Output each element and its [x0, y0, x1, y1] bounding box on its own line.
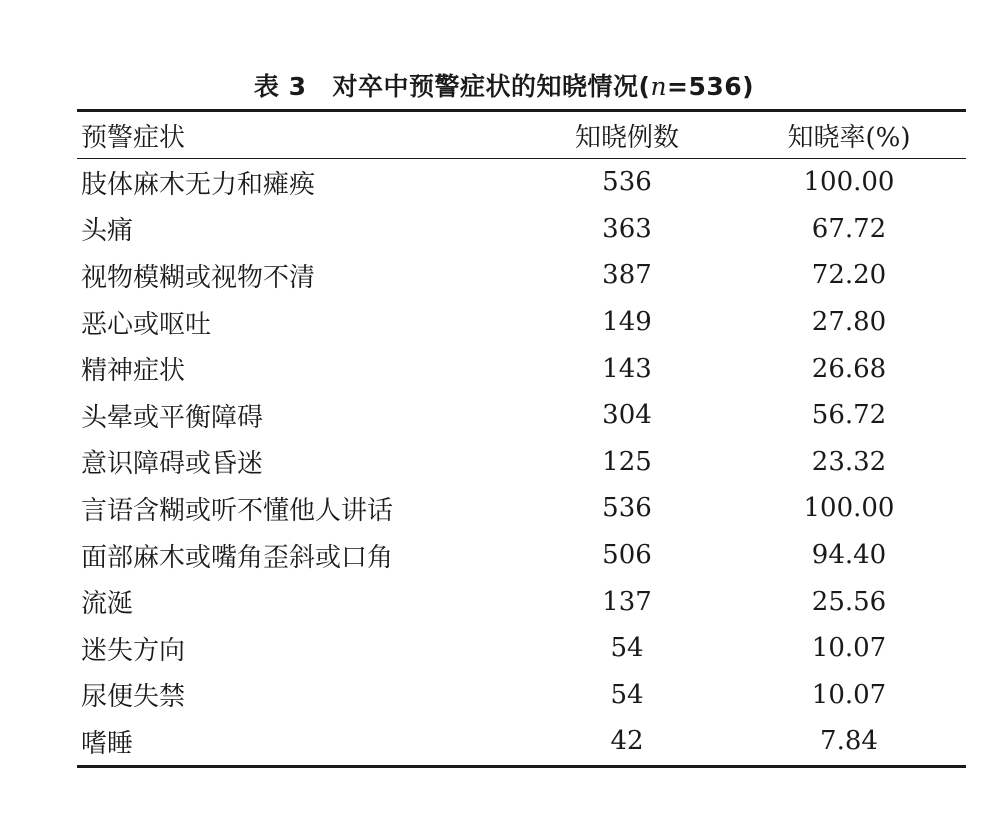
cell-symptom: 精神症状	[81, 356, 186, 387]
cell-symptom: 恶心或呕吐	[81, 309, 212, 340]
cell-rate: 100.00	[803, 493, 895, 524]
table-row	[77, 485, 966, 532]
table-row	[77, 578, 966, 625]
table-row	[77, 299, 966, 346]
cell-count: 536	[602, 167, 652, 198]
cell-rate: 72.20	[811, 260, 887, 291]
sample-size-variable: n	[650, 72, 668, 101]
cell-count: 54	[610, 633, 644, 664]
cell-symptom: 头痛	[81, 216, 134, 247]
table-body	[77, 159, 966, 767]
table-row	[77, 718, 966, 766]
table-row	[77, 439, 966, 486]
table-row	[77, 625, 966, 672]
symptom-awareness-table-container	[77, 109, 966, 768]
cell-symptom: 尿便失禁	[81, 682, 186, 713]
cell-rate: 67.72	[811, 213, 887, 244]
cell-count: 137	[602, 586, 652, 617]
cell-count: 363	[602, 213, 652, 244]
cell-rate: 26.68	[811, 353, 887, 384]
cell-rate: 10.07	[811, 633, 887, 664]
table-title: 对卒中预警症状的知晓情况(	[332, 72, 651, 101]
cell-count: 304	[602, 400, 652, 431]
cell-count: 387	[602, 260, 652, 291]
cell-symptom: 流涎	[81, 589, 134, 620]
header-symptom: 预警症状	[77, 111, 522, 159]
sample-size-value: =536)	[667, 72, 755, 101]
cell-rate: 10.07	[811, 679, 887, 710]
table-row	[77, 206, 966, 253]
cell-symptom: 言语含糊或听不懂他人讲话	[81, 495, 394, 526]
cell-rate: 100.00	[803, 167, 895, 198]
cell-rate: 7.84	[820, 726, 878, 757]
cell-symptom: 迷失方向	[81, 635, 186, 666]
cell-symptom: 头晕或平衡障碍	[81, 402, 264, 433]
cell-rate: 27.80	[811, 307, 887, 338]
cell-symptom: 面部麻木或嘴角歪斜或口角	[81, 542, 394, 573]
cell-rate: 56.72	[811, 400, 887, 431]
cell-count: 54	[610, 679, 644, 710]
cell-count: 506	[602, 540, 652, 571]
cell-symptom: 嗜睡	[81, 728, 134, 759]
table-header-row	[77, 111, 966, 159]
table-row	[77, 532, 966, 579]
header-rate: 知晓率(%)	[732, 111, 966, 159]
table-label: 表 3	[253, 72, 307, 101]
cell-count: 149	[602, 307, 652, 338]
cell-rate: 94.40	[811, 540, 887, 571]
table-caption	[0, 70, 1008, 104]
cell-rate: 23.32	[811, 446, 887, 477]
table-row	[77, 672, 966, 719]
cell-rate: 25.56	[811, 586, 887, 617]
table-row	[77, 159, 966, 206]
symptom-awareness-table	[77, 109, 966, 768]
cell-count: 125	[602, 446, 652, 477]
cell-symptom: 肢体麻木无力和瘫痪	[81, 169, 316, 200]
cell-count: 536	[602, 493, 652, 524]
header-count: 知晓例数	[522, 111, 732, 159]
cell-count: 143	[602, 353, 652, 384]
cell-symptom: 视物模糊或视物不清	[81, 262, 316, 293]
cell-count: 42	[610, 726, 644, 757]
table-row	[77, 345, 966, 392]
table-row	[77, 392, 966, 439]
table-row	[77, 252, 966, 299]
cell-symptom: 意识障碍或昏迷	[81, 449, 264, 480]
